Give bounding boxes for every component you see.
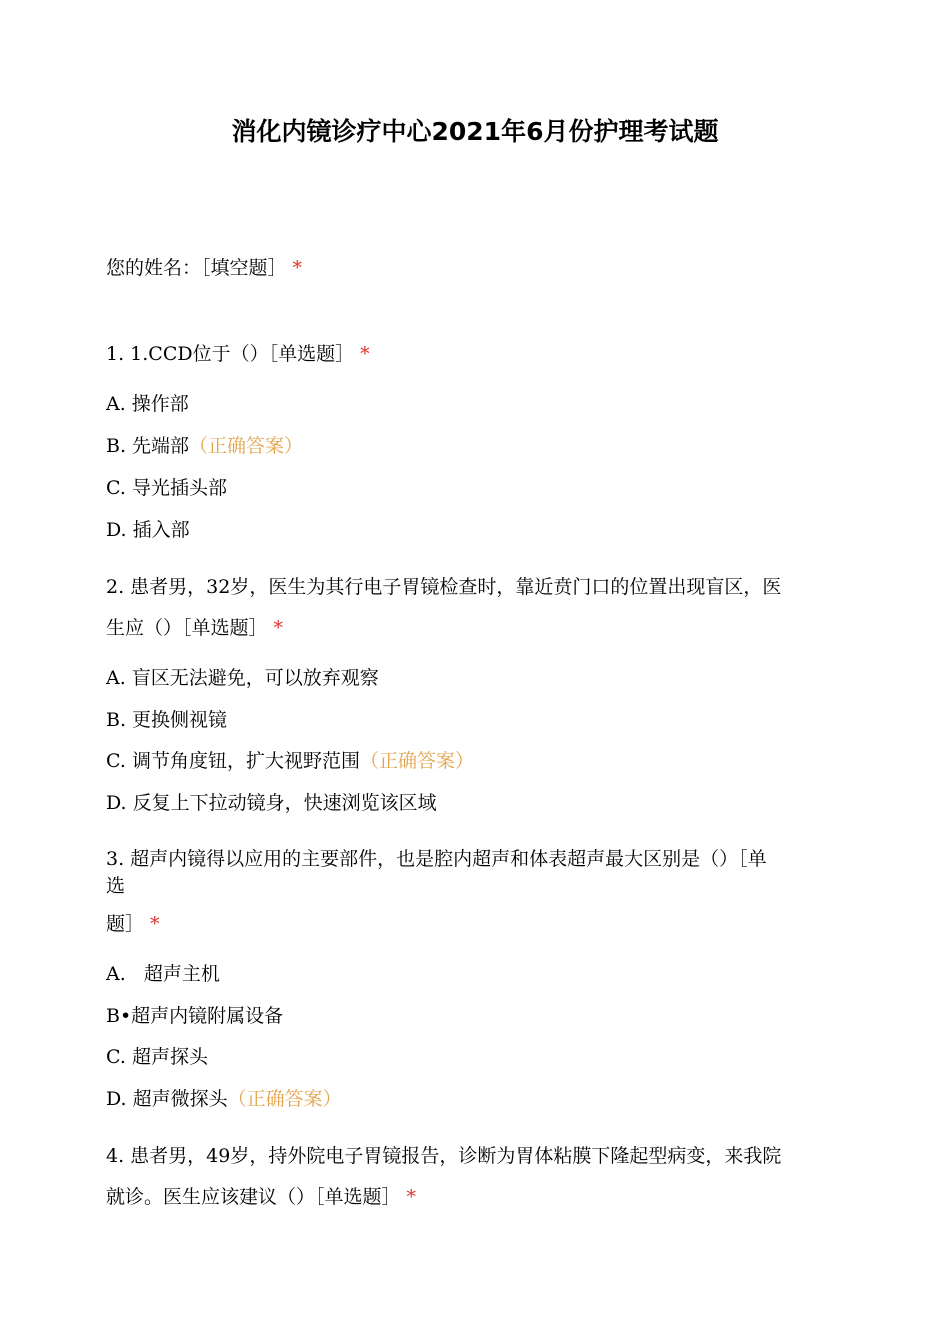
question-2-option-a[interactable] [106, 664, 836, 692]
page-title: 消化内镜诊疗中心2021年6月份护理考试题 [231, 117, 719, 146]
question-3-option-b[interactable] [106, 1002, 836, 1030]
question-3-option-d[interactable] [106, 1085, 836, 1113]
question-3-stem-line-3 [106, 910, 836, 938]
name-field-label[interactable] [106, 254, 836, 282]
required-mark: * [273, 617, 284, 639]
option-label: C. 调节角度钮，扩大视野范围 [106, 750, 360, 772]
option-label: B. 更换侧视镜 [106, 709, 228, 731]
option-label: D. 插入部 [106, 519, 190, 541]
question-4-stem-line-2 [106, 1183, 836, 1211]
option-label: A. 超声主机 [106, 963, 220, 985]
question-1-option-a[interactable] [106, 390, 836, 418]
question-2-option-c[interactable] [106, 747, 836, 775]
question-2-option-b[interactable] [106, 706, 836, 734]
question-1-option-b[interactable] [106, 432, 836, 460]
option-label: C. 超声探头 [106, 1046, 208, 1068]
question-1-option-d[interactable] [106, 516, 836, 544]
option-label: B. 先端部 [106, 435, 190, 457]
question-4-stem-line-1: 4. 患者男，49岁，持外院电子胃镜报告，诊断为胃体粘膜下隆起型病变，来我院 [106, 1145, 782, 1167]
question-2-option-d[interactable] [106, 789, 836, 817]
required-mark: * [360, 343, 370, 365]
question-3-option-a[interactable] [106, 960, 836, 988]
option-label: A. 操作部 [106, 393, 189, 415]
question-1-option-c[interactable] [106, 474, 836, 502]
question-3-stem-line-1: 3. 超声内镜得以应用的主要部件，也是腔内超声和体表超声最大区别是（）［单 [106, 848, 767, 870]
question-1-text: 1. 1.CCD位于（）［单选题］ [106, 343, 355, 365]
question-1-stem [106, 340, 836, 368]
question-2-text: 生应（）［单选题］ [106, 617, 268, 639]
question-2-stem-line-1: 2. 患者男，32岁，医生为其行电子胃镜检查时，靠近贲门口的位置出现盲区，医 [106, 576, 782, 598]
required-mark: * [292, 257, 303, 279]
question-3-text: 题］ [106, 913, 145, 935]
question-3-stem-line-2: 选 [106, 875, 126, 897]
option-label: C. 导光插头部 [106, 477, 227, 499]
option-label: A. 盲区无法避免，可以放弃观察 [106, 667, 379, 689]
correct-answer-tag: （正确答案） [359, 750, 474, 772]
question-4-text: 就诊。医生应该建议（）［单选题］ [106, 1186, 401, 1208]
correct-answer-tag: （正确答案） [189, 435, 304, 457]
option-label: B•超声内镜附属设备 [106, 1005, 284, 1027]
required-mark: * [150, 913, 160, 935]
question-3-option-c[interactable] [106, 1043, 836, 1071]
required-mark: * [406, 1186, 417, 1208]
question-2-stem-line-2 [106, 614, 836, 642]
option-label: D. 超声微探头 [106, 1088, 228, 1110]
option-label: D. 反复上下拉动镜身，快速浏览该区域 [106, 792, 437, 814]
name-field-text: 您的姓名：［填空题］ [106, 257, 287, 279]
correct-answer-tag: （正确答案） [227, 1088, 342, 1110]
